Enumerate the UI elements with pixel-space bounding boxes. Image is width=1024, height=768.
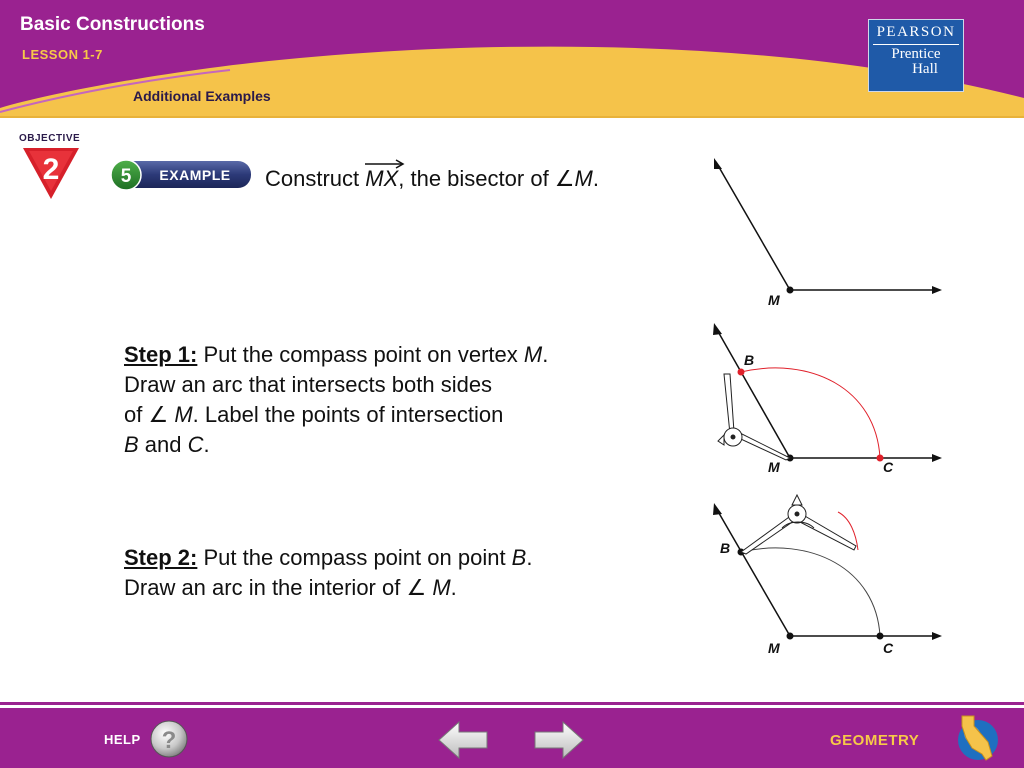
step1-label: Step 1: <box>124 342 198 367</box>
next-arrow-icon[interactable] <box>531 720 585 760</box>
header-banner <box>0 0 1024 118</box>
step2-t2: . <box>526 545 533 570</box>
ray-mx <box>365 166 398 192</box>
step2-angle-symbol: ∠ <box>406 575 427 600</box>
example-number: 5 <box>120 166 132 187</box>
svg-text:?: ? <box>161 727 177 754</box>
angle-symbol: ∠ <box>554 166 575 191</box>
lesson-title: Basic Constructions <box>20 14 205 35</box>
step2-text <box>124 543 644 603</box>
construct-end: . <box>592 166 599 191</box>
fig1-label-m: M <box>768 292 780 308</box>
geometry-brand: GEOMETRY <box>830 732 920 749</box>
section-subtitle: Additional Examples <box>133 88 271 104</box>
compass-icon <box>741 495 856 554</box>
step1-angle-symbol: ∠ <box>148 402 169 427</box>
objective-label: OBJECTIVE <box>19 133 81 144</box>
step1-v1: M <box>523 342 543 367</box>
previous-arrow-icon[interactable] <box>437 720 491 760</box>
step1-line2: Draw an arc that intersects both sides <box>124 372 493 397</box>
angle-label: M <box>574 166 593 191</box>
figure-step2 <box>700 490 960 658</box>
construct-middle: , the bisector of <box>398 166 555 191</box>
logo-hall: Hall <box>912 61 938 77</box>
construct-prefix: Construct <box>265 166 366 191</box>
step2-v2: M <box>426 575 451 600</box>
objective-triangle-icon <box>19 145 89 201</box>
lesson-number: LESSON 1-7 <box>22 47 103 62</box>
construct-statement <box>265 166 599 192</box>
california-globe-icon <box>952 712 1004 764</box>
logo-pearson: PEARSON <box>876 24 956 40</box>
step1-text <box>124 340 644 460</box>
fig2-label-c: C <box>883 459 894 475</box>
step1-t1: Put the compass point on vertex <box>197 342 524 367</box>
ray-label: MX <box>365 166 399 191</box>
fig3-label-m: M <box>768 640 780 656</box>
step1-v4: C <box>187 432 204 457</box>
example-label: EXAMPLE <box>159 167 231 183</box>
fig2-label-m: M <box>768 459 780 475</box>
step1-t4: of <box>124 402 149 427</box>
step1-t5: . Label the points of intersection <box>192 402 504 427</box>
figure-step1 <box>700 318 960 480</box>
fig3-label-c: C <box>883 640 894 656</box>
example-badge <box>111 158 253 192</box>
step2-t1: Put the compass point on point <box>197 545 512 570</box>
objective-badge <box>19 133 89 201</box>
step1-t6: and <box>138 432 188 457</box>
step2-v1: B <box>511 545 527 570</box>
fig3-label-b: B <box>720 540 731 556</box>
help-question-icon[interactable] <box>149 719 189 759</box>
step1-t7: . <box>203 432 210 457</box>
logo-prentice: Prentice <box>891 46 941 62</box>
figure-angle-m <box>700 150 960 315</box>
ray-arrow-icon <box>364 158 408 170</box>
footer-divider <box>0 702 1024 705</box>
step2-label: Step 2: <box>124 545 198 570</box>
step1-t2: . <box>542 342 549 367</box>
step1-v2: M <box>168 402 193 427</box>
step2-t3: Draw an arc in the interior of <box>124 575 407 600</box>
help-label[interactable]: HELP <box>104 732 141 747</box>
fig2-label-b: B <box>744 352 755 368</box>
compass-icon <box>718 374 790 460</box>
objective-number: 2 <box>42 153 60 186</box>
pearson-logo <box>868 19 964 92</box>
step1-v3: B <box>124 432 139 457</box>
step2-t4: . <box>450 575 457 600</box>
